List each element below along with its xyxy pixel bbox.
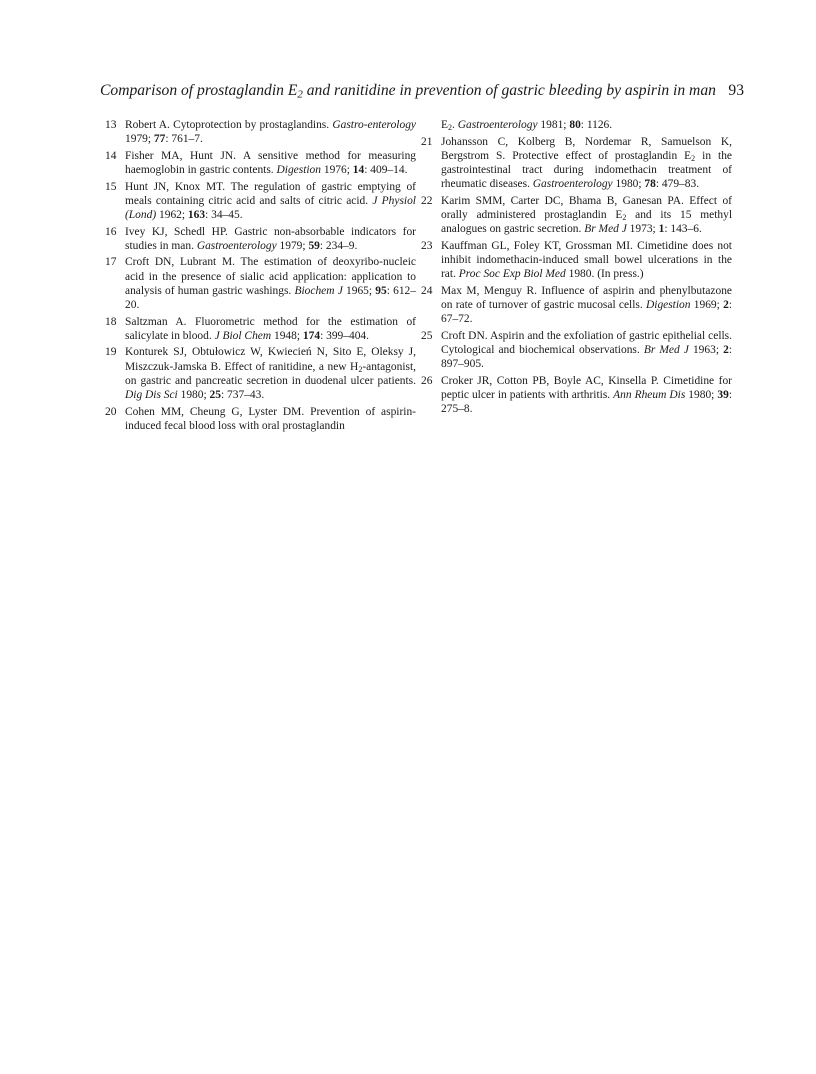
reference-17: 17 Croft DN, Lubrant M. The estimation of deoxyribo-nucleic acid in the presence of sialic acid application: application to analysis of human gastric washings. Biochem J 1965; 95: 612–20.: [105, 256, 416, 311]
references-right-column: [421, 118, 732, 419]
references-left-column: [105, 118, 416, 435]
reference-19: 19 Konturek SJ, Obtułowicz W, Kwiecień N, Sito E, Oleksy J, Miszczuk-Jamska B. Effect of ranitidine, a new $H_2$-antagonist, on gastric and pancreatic secretion in duodenal ulcer patients. Dig Dis Sci 1980; 25: 737–43.: [105, 346, 416, 401]
reference-15: 15 Hunt JN, Knox MT. The regulation of gastric emptying of meals containing citric acid and salts of citric acid. J Physiol (Lond) 1962; 163: 34–45.: [105, 180, 416, 221]
reference-22: 22 Karim SMM, Carter DC, Bhama B, Ganesan PA. Effect of orally administered prostaglandin $E_2$ and its 15 methyl analogues on gastric secretion. Br Med J 1973; 1: 143–6.: [421, 194, 732, 236]
running-header: [100, 82, 744, 106]
reference-26: 26 Croker JR, Cotton PB, Boyle AC, Kinsella P. Cimetidine for peptic ulcer in patients with arthritis. Ann Rheum Dis 1980; 39: 275–8.: [421, 374, 732, 416]
reference-24: 24 Max M, Menguy R. Influence of aspirin and phenylbutazone on rate of turnover of gastric mucosal cells. Digestion 1969; 2: 67–72.: [421, 284, 732, 326]
reference-13: 13 Robert A. Cytoprotection by prostaglandins. Gastro-enterology 1979; 77: 761–7.: [105, 119, 416, 146]
reference-21: 21 Johansson C, Kolberg B, Nordemar R, Samuelson K, Bergstrom S. Protective effect of prostaglandin $E_2$ in the gastrointestinal tract during indomethacin treatment of rheumatic diseases. Gastroenterology 1980; 78: 479–83.: [421, 135, 732, 191]
reference-14: 14 Fisher MA, Hunt JN. A sensitive method for measuring haemoglobin in gastric contents. Digestion 1976; 14: 409–14.: [105, 149, 417, 176]
reference-18: 18 Saltzman A. Fluorometric method for the estimation of salicylate in blood. J Biol Chem 1948; 174: 399–404.: [105, 315, 416, 342]
reference-20: 20 Cohen MM, Cheung G, Lyster DM. Prevention of aspirin-induced fecal blood loss with oral prostaglandin: [105, 405, 416, 432]
reference-23: 23 Kauffman GL, Foley KT, Grossman MI. Cimetidine does not inhibit indomethacin-induced small bowel ulcerations in the rat. Proc Soc Exp Biol Med 1980. (In press.): [421, 239, 732, 281]
running-title: Comparison of prostaglandin $E_2$ and ranitidine in prevention of gastric bleeding by aspirin in man: [100, 82, 716, 101]
reference-25: 25 Croft DN. Aspirin and the exfoliation of gastric epithelial cells. Cytological and biochemical observations. Br Med J 1963; 2: 897–905.: [421, 329, 733, 371]
page-number: 93: [728, 82, 744, 99]
reference-16: 16 Ivey KJ, Schedl HP. Gastric non-absorbable indicators for studies in man. Gastroenterology 1979; 59: 234–9.: [105, 225, 416, 252]
reference-20-continuation: $E_2$. Gastroenterology 1981; 80: 1126.: [441, 119, 613, 132]
